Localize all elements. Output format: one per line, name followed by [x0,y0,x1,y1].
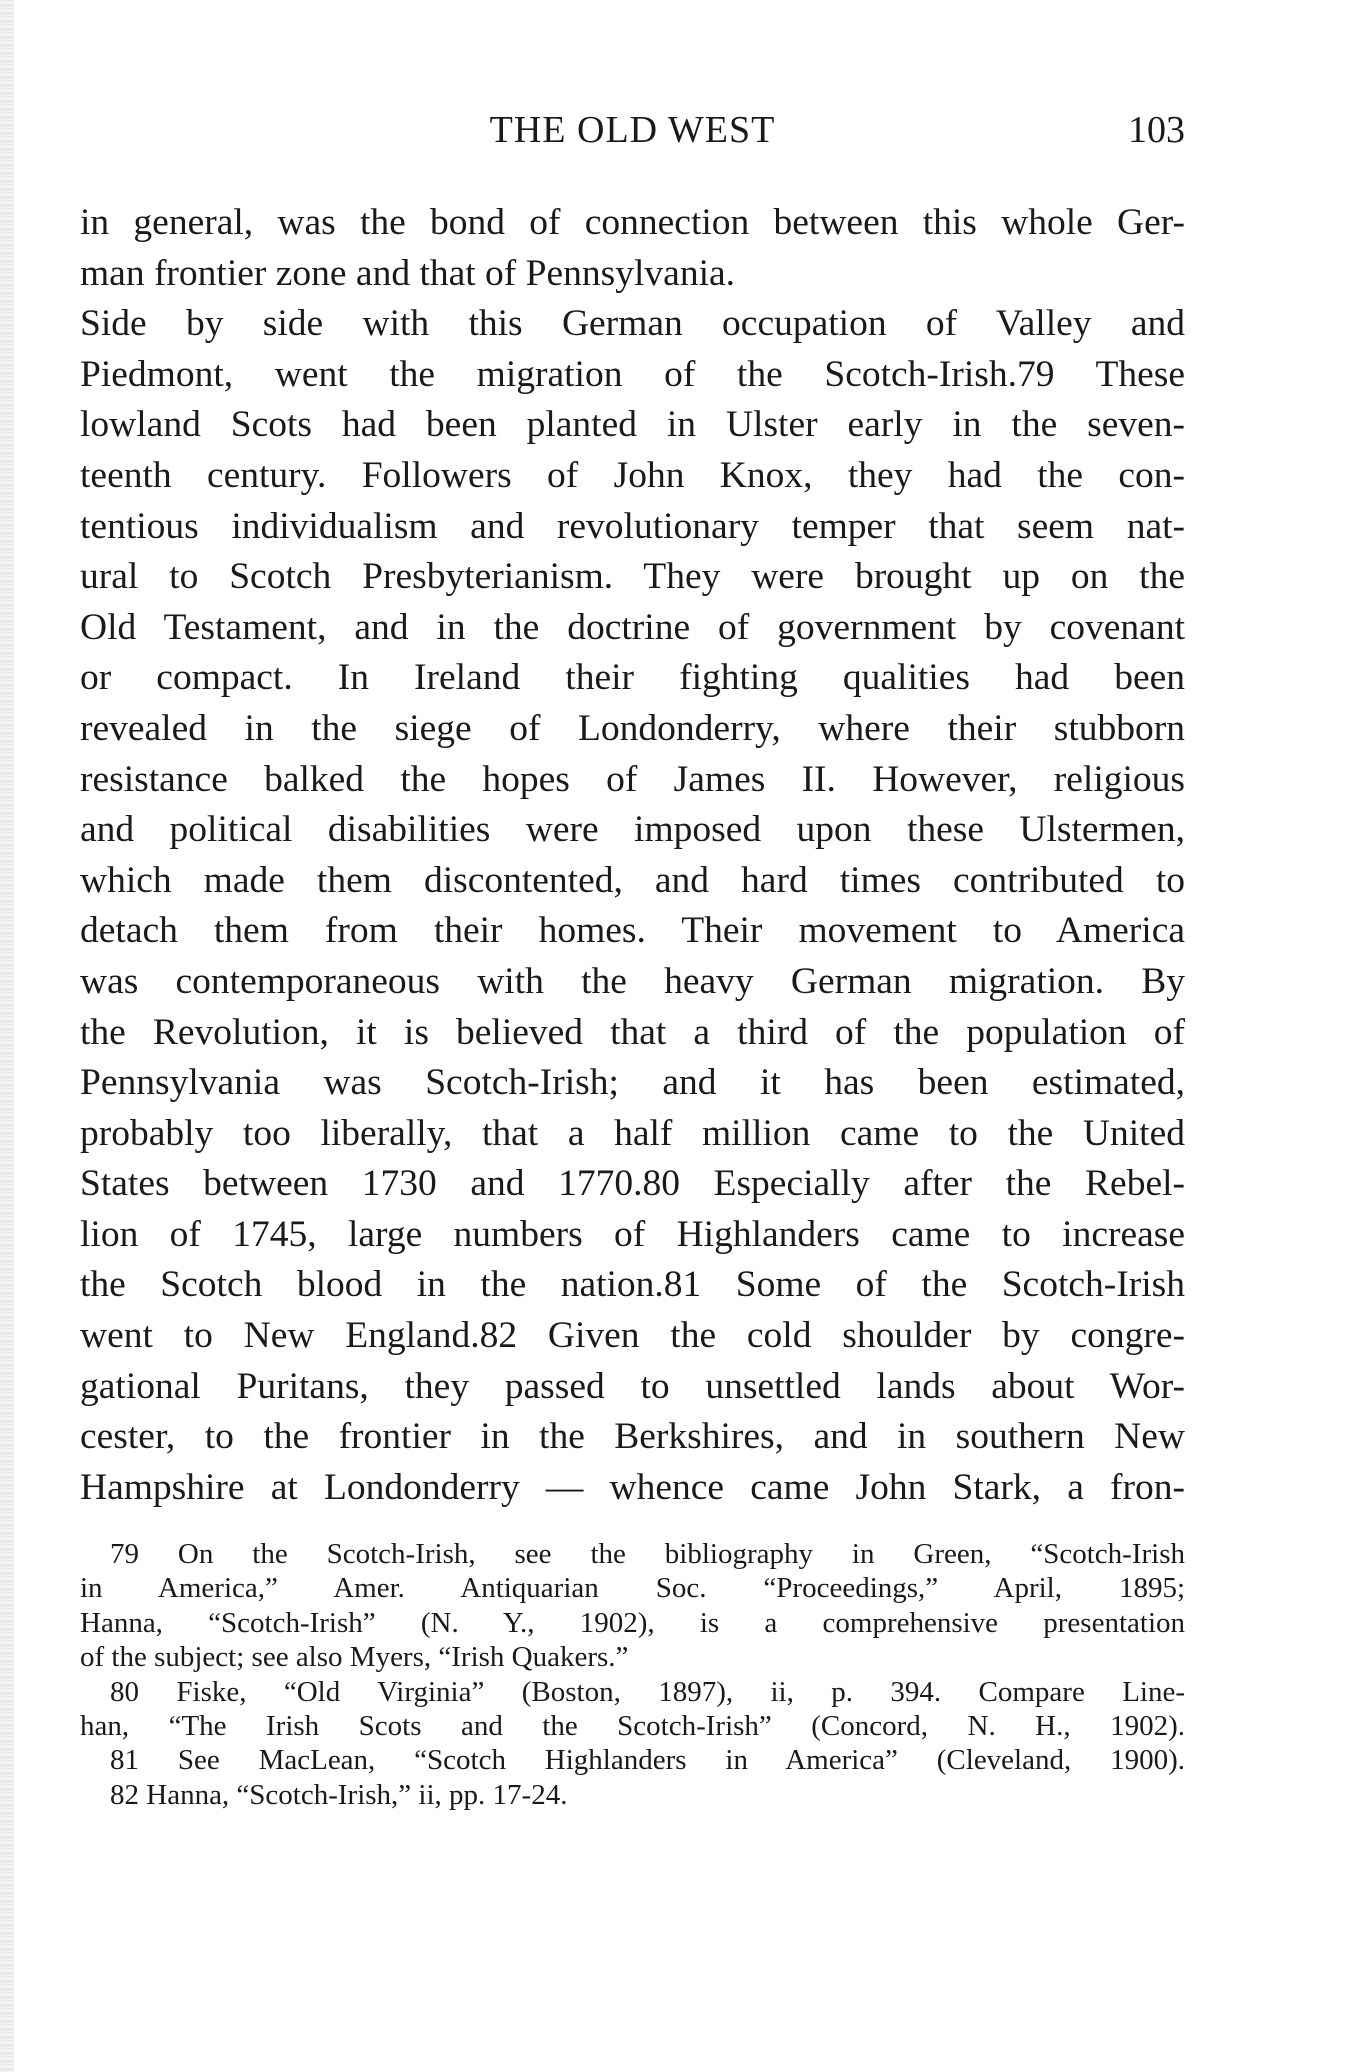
page-number: 103 [1128,109,1185,151]
footnote-line: of the subject; see also Myers, “Irish Quakers.” [80,1641,629,1674]
footnote-line: 79 On the Scotch-Irish, see the bibliography in Green, “Scotch-Irish [110,1538,1185,1570]
body-line: or compact. In Ireland their fighting qualities had been [80,657,1185,699]
body-line: probably too liberally, that a half million came to the United [80,1112,1185,1154]
body-line: tentious individualism and revolutionary temper that seem nat- [80,505,1185,547]
body-line: Pennsylvania was Scotch-Irish; and it has been estimated, [80,1062,1185,1104]
body-line: States between 1730 and 1770.80 Especially after the Rebel- [80,1163,1185,1205]
body-line: the Revolution, it is believed that a third of the population of [80,1011,1185,1053]
body-line: and political disabilities were imposed upon these Ulstermen, [80,809,1185,851]
body-line: man frontier zone and that of Pennsylvania. [80,252,736,294]
running-title: THE OLD WEST [489,109,776,151]
body-line: teenth century. Followers of John Knox, they had the con- [80,454,1185,496]
scan-edge [0,0,14,2072]
body-line: which made them discontented, and hard times contributed to [80,859,1185,901]
body-line: ural to Scotch Presbyterianism. They were brought up on the [80,556,1185,598]
body-line: was contemporaneous with the heavy German migration. By [80,960,1185,1002]
body-line: Side by side with this German occupation of Valley and [80,303,1185,345]
body-line: went to New England.82 Given the cold shoulder by congre- [80,1315,1185,1357]
body-line: cester, to the frontier in the Berkshires, and in southern New [80,1416,1185,1458]
footnote-line: han, “The Irish Scots and the Scotch-Irish” (Concord, N. H., 1902). [80,1709,1185,1742]
body-line: Hampshire at Londonderry — whence came John Stark, a fron- [80,1466,1185,1508]
body-line: resistance balked the hopes of James II. However, religious [80,758,1185,800]
body-line: detach them from their homes. Their movement to America [80,910,1185,952]
footnote-line: Hanna, “Scotch-Irish” (N. Y., 1902), is a comprehensive presentation [80,1606,1185,1639]
footnote-line: 82 Hanna, “Scotch-Irish,” ii, pp. 17-24. [110,1778,568,1811]
body-text [80,198,1185,1513]
footnote-line: in America,” Amer. Antiquarian Soc. “Proceedings,” April, 1895; [80,1572,1185,1605]
footnotes [80,1537,1185,1812]
footnote-line: 81 See MacLean, “Scotch Highlanders in America” (Cleveland, 1900). [110,1744,1185,1777]
footnote-line: 80 Fiske, “Old Virginia” (Boston, 1897), ii, p. 394. Compare Line- [110,1675,1185,1708]
body-line: gational Puritans, they passed to unsettled lands about Wor- [80,1365,1185,1407]
body-line: lowland Scots had been planted in Ulster early in the seven- [80,404,1185,446]
body-line: Piedmont, went the migration of the Scotch-Irish.79 These [80,353,1185,395]
page-header [80,108,1185,158]
body-line: Old Testament, and in the doctrine of government by covenant [80,606,1185,648]
body-line: lion of 1745, large numbers of Highlanders came to increase [80,1213,1185,1255]
body-line: the Scotch blood in the nation.81 Some of the Scotch-Irish [80,1264,1185,1306]
body-line: revealed in the siege of Londonderry, where their stubborn [80,707,1185,749]
body-line: in general, was the bond of connection between this whole Ger- [80,202,1185,243]
